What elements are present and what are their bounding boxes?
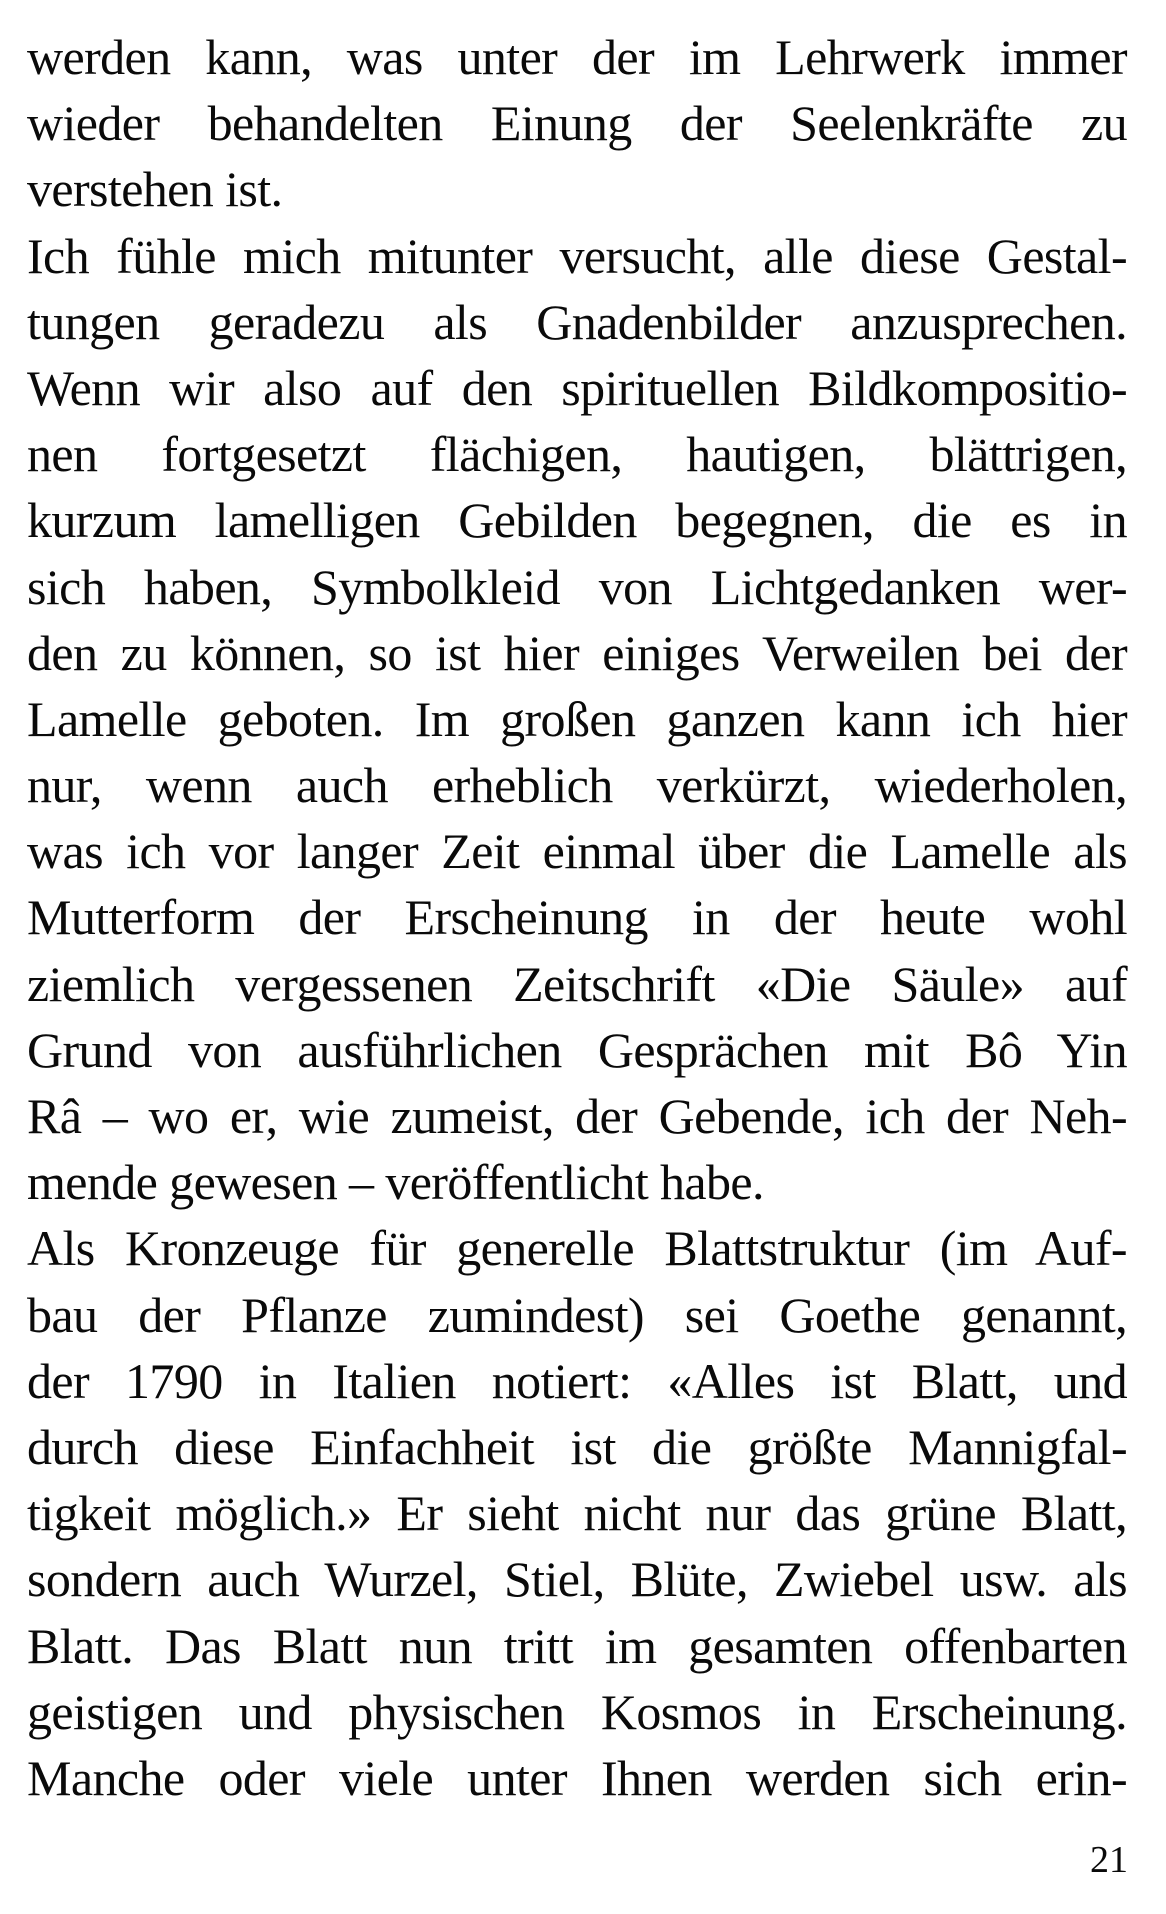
text-line: Als Kronzeuge für generelle Blattstruktur (im Auf- [27,1220,1127,1277]
text-line: geistigen und physischen Kosmos in Erscheinung. [27,1683,1127,1740]
text-line: sondern auch Wurzel, Stiel, Blüte, Zwiebel usw. als [27,1551,1127,1608]
text-line: tigkeit möglich.» Er sieht nicht nur das grüne Blatt, [27,1485,1127,1542]
text-line: ziemlich vergessenen Zeitschrift «Die Säule» auf [27,955,1127,1012]
text-line: Blatt. Das Blatt nun tritt im gesamten offenbarten [27,1617,1127,1674]
text-line: Grund von ausführlichen Gesprächen mit Bô Yin [27,1021,1127,1078]
text-line: der 1790 in Italien notiert: «Alles ist Blatt, und [27,1352,1127,1409]
text-line: tungen geradezu als Gnadenbilder anzusprechen. [27,293,1127,350]
text-line: Ich fühle mich mitunter versucht, alle diese Gestal- [27,227,1127,284]
text-line: kurzum lamelligen Gebilden begegnen, die es in [27,492,1127,549]
page-number: 21 [1090,1839,1128,1881]
text-line: werden kann, was unter der im Lehrwerk immer [27,29,1127,85]
text-line: Manche oder viele unter Ihnen werden sich erin- [27,1749,1127,1806]
text-line: bau der Pflanze zumindest) sei Goethe genannt, [27,1286,1127,1343]
text-line: nen fortgesetzt flächigen, hautigen, blättrigen, [27,426,1127,483]
text-line: nur, wenn auch erheblich verkürzt, wiederholen, [27,757,1127,814]
text-line: was ich vor langer Zeit einmal über die Lamelle als [27,823,1127,880]
text-line: sich haben, Symbolkleid von Lichtgedanken wer- [27,558,1127,615]
text-line: Mutterform der Erscheinung in der heute wohl [27,889,1127,946]
text-line: mende gewesen – veröffentlicht habe. [27,1154,764,1211]
text-line: den zu können, so ist hier einiges Verweilen bei der [27,624,1127,681]
text-line: Lamelle geboten. Im großen ganzen kann ich hier [27,690,1127,747]
text-line: Wenn wir also auf den spirituellen Bildkompositio- [27,359,1127,416]
text-line: durch diese Einfachheit ist die größte Mannigfal- [27,1418,1127,1475]
text-line: wieder behandelten Einung der Seelenkräfte zu [27,95,1127,152]
text-line: Râ – wo er, wie zumeist, der Gebende, ich der Neh- [27,1088,1127,1144]
page-body [27,24,1127,1811]
text-line: verstehen ist. [27,161,283,218]
